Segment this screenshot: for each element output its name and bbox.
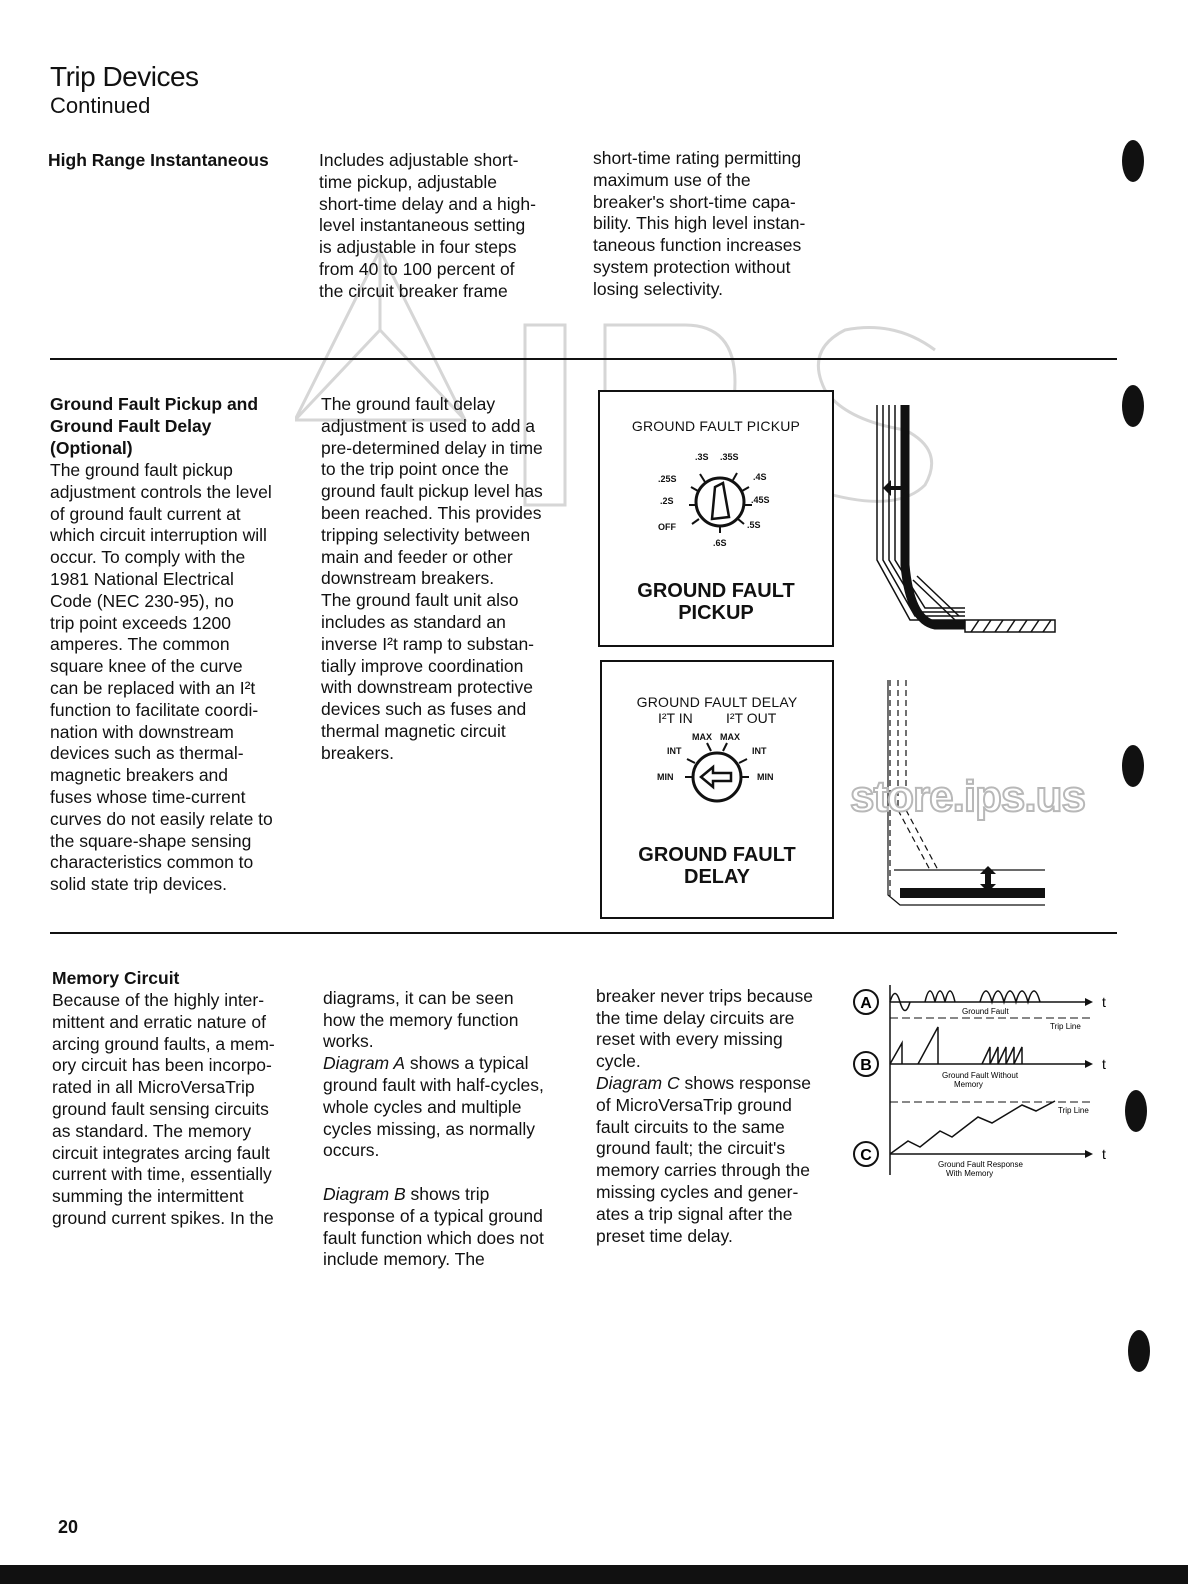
delay-setting-label: MAX <box>720 732 740 742</box>
punch-hole <box>1122 745 1144 787</box>
delay-setting-label: MIN <box>757 772 774 782</box>
diagram-c-label: C <box>860 1147 872 1164</box>
ground-fault-text-col2: The ground fault delay adjustment is used to add a pre-determined delay in time to the trip point once the ground fault pickup level has been reached. This provides tripping selectivity between main and feeder or other downstream breakers. The ground fault unit also includes as standard an inverse I²t ramp to substan- tially improve coordination with downstream protective devices such as fuses and thermal magnetic circuit breakers. <box>321 394 543 763</box>
delay-i2t-in-label: I²T IN <box>658 710 693 726</box>
pickup-setting-label: .5S <box>747 520 761 530</box>
diagram-c-desc: shows response of MicroVersaTrip ground fault circuits to the same ground fault; the circuit's memory carries through the missing cycles and gener- ates a trip signal after the preset time delay. <box>596 1072 811 1246</box>
punch-hole <box>1122 385 1144 427</box>
pickup-setting-label: .25S <box>658 474 677 484</box>
ground-fault-label: Ground Fault <box>962 1007 1009 1016</box>
pickup-setting-label: .2S <box>660 496 674 506</box>
punch-hole <box>1122 140 1144 182</box>
delay-setting-label: INT <box>752 746 767 756</box>
diagram-axis-t: t <box>1102 1056 1106 1072</box>
diagram-axis-t: t <box>1102 1146 1106 1162</box>
pickup-curve-diagram <box>855 400 1070 650</box>
diagram-b-label: B <box>860 1057 872 1074</box>
pickup-setting-label: .35S <box>720 452 739 462</box>
section-divider <box>50 358 1117 360</box>
memory-text-col2-intro: diagrams, it can be seen how the memory function works. <box>323 987 519 1052</box>
page-title: Trip Devices <box>50 61 199 92</box>
delay-setting-label: MIN <box>657 772 674 782</box>
trip-line-label: Trip Line <box>1058 1106 1089 1115</box>
page-subtitle: Continued <box>50 93 151 118</box>
store-watermark: store.ips.us <box>850 772 1085 821</box>
punch-hole <box>1128 1330 1150 1372</box>
section-heading-high-range: High Range Instantaneous <box>48 150 269 170</box>
diagram-a-ref: Diagram A <box>323 1053 406 1074</box>
delay-panel-title: GROUND FAULT DELAY <box>638 844 796 888</box>
section-heading-memory: Memory Circuit <box>52 968 180 988</box>
trip-line-label: Trip Line <box>1050 1022 1081 1031</box>
high-range-text-col3: short-time rating permitting maximum use of the breaker's short-time capa- bility. This high level instan- taneous function increases system protection without losing selectivity. <box>593 148 806 299</box>
diagram-b-desc: shows trip response of a typical ground fault function which does not include memory. The <box>323 1183 544 1270</box>
memory-text-col2 <box>323 966 544 1293</box>
section-divider <box>50 932 1117 934</box>
with-memory-label: With Memory <box>946 1169 994 1178</box>
ground-fault-delay-panel <box>600 660 834 919</box>
pickup-setting-label: .4S <box>753 472 767 482</box>
pickup-panel-title: GROUND FAULT PICKUP <box>637 580 795 624</box>
without-memory-label: Memory <box>954 1080 983 1089</box>
delay-i2t-out-label: I²T OUT <box>726 710 777 726</box>
without-memory-label: Ground Fault Without <box>942 1071 1019 1080</box>
delay-setting-label: INT <box>667 746 682 756</box>
pickup-setting-label: .45S <box>751 495 770 505</box>
delay-panel-label: GROUND FAULT DELAY <box>636 694 798 710</box>
diagram-a-desc: shows a typical ground fault with half-cycles, whole cycles and multiple cycles missing, as normally occurs. <box>323 1053 544 1161</box>
high-range-text-col2: Includes adjustable short- time pickup, adjustable short-time delay and a high- level instantaneous setting is adjustable in four steps from 40 to 100 percent of the circuit breaker frame <box>319 150 536 301</box>
memory-text-col1: Because of the highly inter- mittent and erratic nature of arcing ground faults, a mem- ory circuit has been incorpo- rated in all MicroVersaTrip ground fault sensing circuits as standard. The memory circuit integrates arcing fault current with time, essentially summing the intermittent ground current spikes. In the <box>52 990 275 1228</box>
pickup-panel-label: GROUND FAULT PICKUP <box>631 418 801 434</box>
section-heading-ground-fault: Ground Fault Pickup and Ground Fault Delay (Optional) <box>50 394 259 458</box>
diagram-a-label: A <box>860 995 872 1012</box>
delay-setting-label: MAX <box>692 732 712 742</box>
diagram-axis-t: t <box>1102 994 1106 1010</box>
diagram-b-ref: Diagram B <box>323 1183 406 1204</box>
pickup-setting-label: .6S <box>713 538 727 548</box>
bottom-edge-bar <box>0 1565 1188 1584</box>
memory-text-col3 <box>596 964 813 1269</box>
diagram-c-ref: Diagram C <box>596 1072 680 1093</box>
pickup-setting-label: .3S <box>695 452 709 462</box>
pickup-setting-label: OFF <box>658 522 676 532</box>
punch-hole <box>1125 1090 1147 1132</box>
ground-fault-pickup-panel <box>598 390 834 647</box>
page-number: 20 <box>58 1517 79 1537</box>
ground-fault-text-col1: The ground fault pickup adjustment controls the level of ground fault current at which circuit interruption will occur. To comply with the 1981 National Electrical Code (NEC 230-95), no trip point exceeds 1200 amperes. The common square knee of the curve can be replaced with an I²t function to facilitate coordi- nation with downstream devices such as thermal- magnetic breakers and fuses whose time-current curves do not easily relate to the square-shape sensing characteristics common to solid state trip devices. <box>50 460 273 895</box>
memory-text-col3-intro: breaker never trips because the time delay circuits are reset with every missing cycle. <box>596 985 813 1072</box>
with-memory-label: Ground Fault Response <box>938 1160 1023 1169</box>
memory-waveform-diagram <box>850 955 1120 1200</box>
